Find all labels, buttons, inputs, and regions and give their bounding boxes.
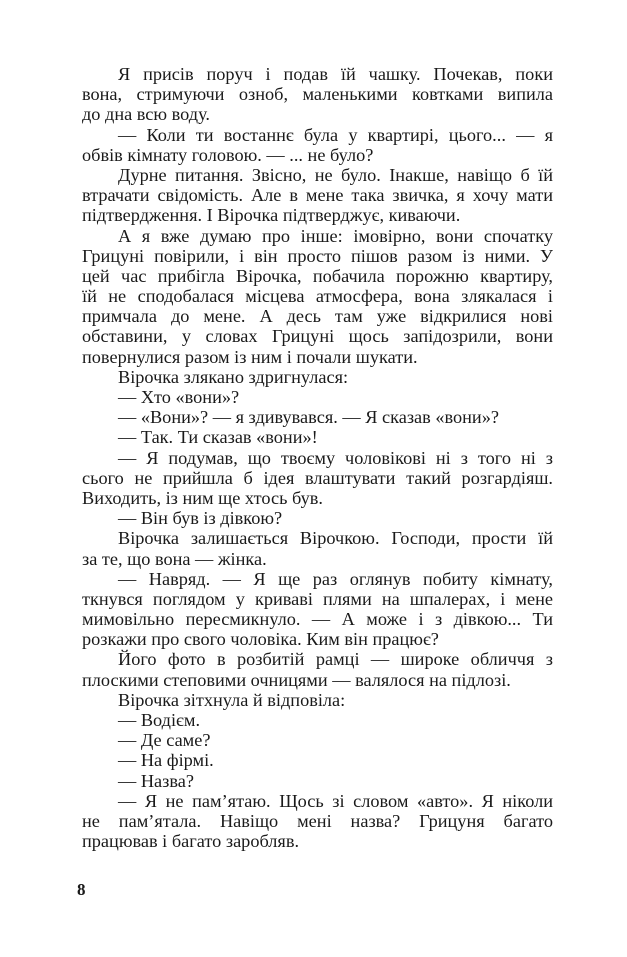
text-line: — «Вони»? — я здивувався. — Я сказав «вони»? <box>118 407 499 428</box>
paragraph <box>82 427 553 447</box>
text-line: Грицуні повірили, і він просто пішов разом із ними. У <box>82 245 553 266</box>
paragraph <box>82 448 553 509</box>
text-line: — Водієм. <box>118 710 201 730</box>
text-line: — Я не пам’ятаю. Щось зі словом «авто». Я ніколи <box>118 790 553 811</box>
paragraph <box>82 165 553 226</box>
text-line: за те, що вона — жінка. <box>82 548 267 569</box>
text-line: вона, стримуючи озноб, маленькими ковтками випила <box>82 84 553 105</box>
text-line: Виходить, із ним ще хтось був. <box>82 487 323 508</box>
text-line: Вірочка зітхнула й відповіла: <box>118 689 346 710</box>
text-line: плоскими степовими очницями — валялося на підлозі. <box>82 669 511 690</box>
page-number: 8 <box>77 880 86 899</box>
text-line: Його фото в розбитій рамці — широке обличчя з <box>118 649 553 670</box>
text-line: повернулися разом із ним і почали шукати. <box>82 346 418 367</box>
text-line: цей час прибігла Вірочка, побачила порожню квартиру, <box>82 265 553 286</box>
paragraph <box>82 690 553 710</box>
text-line: — На фірмі. <box>118 750 214 771</box>
paragraph <box>82 226 553 367</box>
text-line: працював і багато заробляв. <box>82 831 300 852</box>
paragraph <box>82 367 553 387</box>
text-line: ткнувся поглядом у криваві плями на шпалерах, і мене <box>82 588 553 609</box>
text-line: Вірочка злякано здригнулася: <box>118 366 349 387</box>
text-line: обставини, у словах Грицуні щось запідозрили, вони <box>82 326 553 347</box>
text-line: Вірочка залишається Вірочкою. Господи, прости їй <box>118 528 553 549</box>
paragraph <box>82 528 553 568</box>
text-line: — Де саме? <box>118 730 211 751</box>
paragraph <box>82 407 553 427</box>
paragraph <box>82 791 553 852</box>
text-line: розкажи про свого чоловіка. Ким він працює? <box>82 629 439 650</box>
text-line: сього не прийшла б ідея влаштувати такий розгардіяш. <box>82 467 553 488</box>
paragraph <box>82 508 553 528</box>
paragraph <box>82 387 553 407</box>
text-line: втрачати свідомість. Але в мене така звичка, я хочу мати <box>82 185 553 206</box>
paragraph <box>82 64 553 125</box>
text-line: обвів кімнату головою. — ... не було? <box>82 144 374 165</box>
text-line: — Я подумав, що твоєму чоловікові ні з того ні з <box>118 447 553 468</box>
text-line: мимовільно пересмикнуло. — А може і з дівкою... Ти <box>82 609 553 630</box>
paragraph <box>82 771 553 791</box>
paragraph <box>82 649 553 689</box>
paragraph <box>82 750 553 770</box>
text-line: — Назва? <box>118 770 195 791</box>
text-line: — Навряд. — Я ще раз оглянув побиту кімнату, <box>118 568 553 589</box>
paragraph <box>82 125 553 165</box>
text-line: — Так. Ти сказав «вони»! <box>118 427 318 448</box>
page-text <box>82 64 553 851</box>
text-line: — Він був із дівкою? <box>118 508 283 529</box>
text-line: їй не сподобалася місцева атмосфера, вона злякалася і <box>82 286 553 307</box>
text-line: — Коли ти востаннє була у квартирі, цього... — я <box>118 124 553 145</box>
paragraph <box>82 730 553 750</box>
paragraph <box>82 569 553 650</box>
text-line: підтвердження. І Вірочка підтверджує, киваючи. <box>82 205 461 226</box>
paragraph <box>82 710 553 730</box>
text-line: не пам’ятала. Навіщо мені назва? Грицуня багато <box>82 810 553 831</box>
text-line: Я присів поруч і подав їй чашку. Почекав, поки <box>118 64 553 84</box>
text-line: до дна всю воду. <box>82 104 210 125</box>
text-line: — Хто «вони»? <box>118 387 240 407</box>
text-line: А я вже думаю про інше: імовірно, вони спочатку <box>118 225 553 246</box>
text-line: примчала до мене. А десь там уже відкрилися нові <box>82 306 553 327</box>
text-line: Дурне питання. Звісно, не було. Інакше, навіщо б їй <box>118 164 553 185</box>
